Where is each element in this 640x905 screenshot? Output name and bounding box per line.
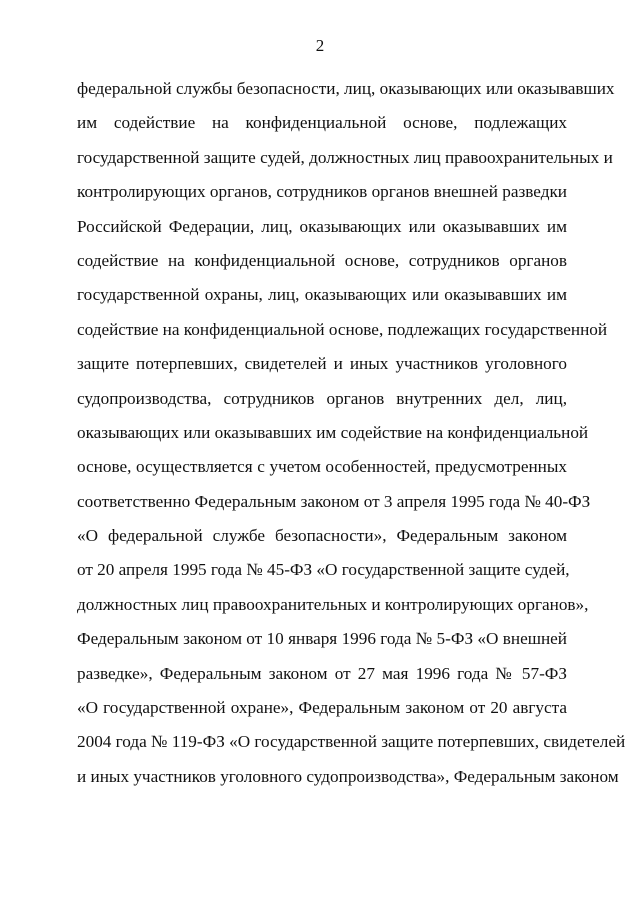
text-line: разведке», Федеральным законом от 27 мая 1996 года № 57-ФЗ [77,663,567,683]
text-line: основе, осуществляется с учетом особенностей, предусмотренных [77,457,567,477]
text-line: защите потерпевших, свидетелей и иных участников уголовного [77,354,567,374]
text-line: федеральной службы безопасности, лиц, оказывающих или оказывавших [77,79,615,98]
text-line: содействие на конфиденциальной основе, подлежащих государственной [77,319,608,339]
text-line: 2004 года № 119-ФЗ «О государственной защите потерпевших, свидетелей [77,732,626,752]
text-line: государственной охраны, лиц, оказывающих или оказывавших им [77,285,567,305]
page-number: 2 [315,36,325,55]
text-line: от 20 апреля 1995 года № 45-ФЗ «О государственной защите судей, [77,560,570,580]
text-line: Российской Федерации, лиц, оказывающих или оказывавших им [77,216,567,236]
text-line: Федеральным законом от 10 января 1996 года № 5-ФЗ «О внешней [77,629,567,649]
text-line: контролирующих органов, сотрудников органов внешней разведки [77,182,567,202]
text-line: и иных участников уголовного судопроизводства», Федеральным законом [77,766,619,786]
text-line: судопроизводства, сотрудников органов внутренних дел, лиц, [77,388,567,408]
text-line: соответственно Федеральным законом от 3 апреля 1995 года № 40-ФЗ [77,491,591,511]
text-line: должностных лиц правоохранительных и контролирующих органов», [77,594,589,614]
text-line: «О государственной охране», Федеральным законом от 20 августа [77,698,567,718]
text-line: «О федеральной службе безопасности», Федеральным законом [77,526,567,546]
text-line: им содействие на конфиденциальной основе, подлежащих [77,113,567,133]
text-line: оказывающих или оказывавших им содействие на конфиденциальной [77,422,589,442]
text-line: государственной защите судей, должностных лиц правоохранительных и [77,147,613,167]
document-body [77,72,626,794]
text-line: содействие на конфиденциальной основе, сотрудников органов [77,250,567,270]
